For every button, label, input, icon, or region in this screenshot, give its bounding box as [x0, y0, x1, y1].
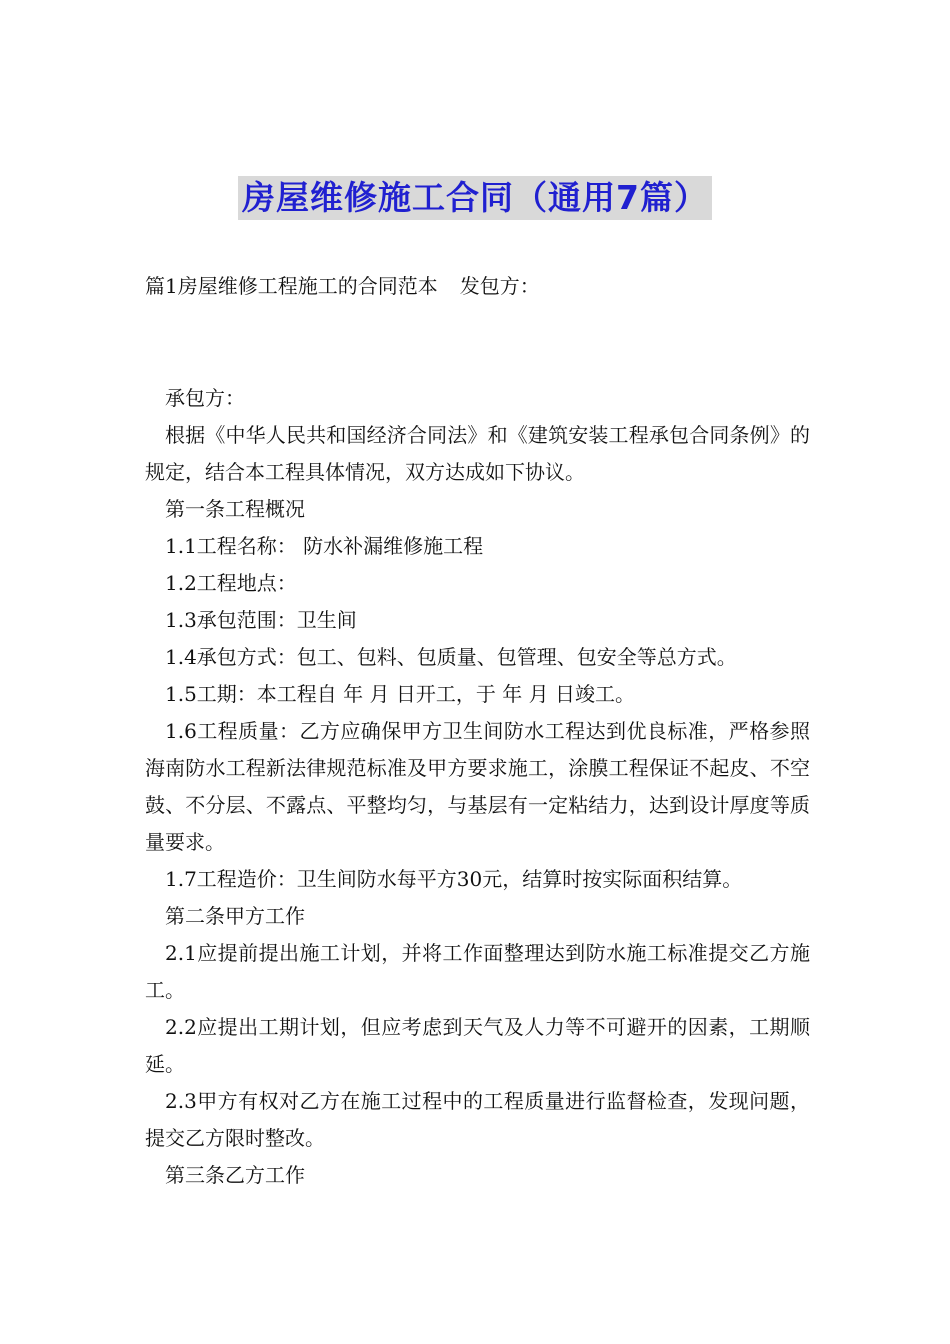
clause-1-3: 1.3承包范围：卫生间: [165, 608, 357, 632]
title-container: [0, 176, 950, 220]
document-title: 房屋维修施工合同（通用7篇）: [238, 176, 712, 220]
paragraph-legal-basis: 根据《中华人民共和国经济合同法》和《建筑安装工程承包合同条例》的规定，结合本工程具体情况，双方达成如下协议。: [145, 423, 810, 484]
party-a-label: 发包方：: [459, 274, 540, 298]
clause-2-1: 2.1应提前提出施工计划，并将工作面整理达到防水施工标准提交乙方施工。: [145, 941, 810, 1002]
clause-2-3: 2.3甲方有权对乙方在施工过程中的工程质量进行监督检查，发现问题，提交乙方限时整改。: [145, 1089, 810, 1150]
chapter-heading: 篇1房屋维修工程施工的合同范本: [145, 274, 438, 298]
clause-1-2: 1.2工程地点：: [165, 571, 297, 595]
clause-2-2: 2.2应提出工期计划，但应考虑到天气及人力等不可避开的因素，工期顺延。: [145, 1015, 810, 1076]
clause-1-4: 1.4承包方式：包工、包料、包质量、包管理、包安全等总方式。: [165, 645, 737, 669]
clause-1-7: 1.7工程造价：卫生间防水每平方30元，结算时按实际面积结算。: [165, 867, 743, 891]
section-heading-1: 第一条工程概况: [165, 497, 305, 521]
contract-body: [145, 380, 810, 1194]
section-heading-2: 第二条甲方工作: [165, 904, 305, 928]
clause-1-1: 1.1工程名称： 防水补漏维修施工程: [165, 534, 484, 558]
clause-1-6: 1.6工程质量：乙方应确保甲方卫生间防水工程达到优良标准，严格参照海南防水工程新法律规范标准及甲方要求施工，涂膜工程保证不起皮、不空鼓、不分层、不露点、平整均匀，与基层有一定粘结力，达到设计厚度等质量要求。: [145, 719, 810, 854]
section-heading-3: 第三条乙方工作: [165, 1163, 305, 1187]
paragraph-party-b: 承包方：: [165, 386, 245, 410]
intro-line: [145, 270, 540, 302]
clause-1-5: 1.5工期：本工程自 年 月 日开工，于 年 月 日竣工。: [165, 682, 635, 706]
